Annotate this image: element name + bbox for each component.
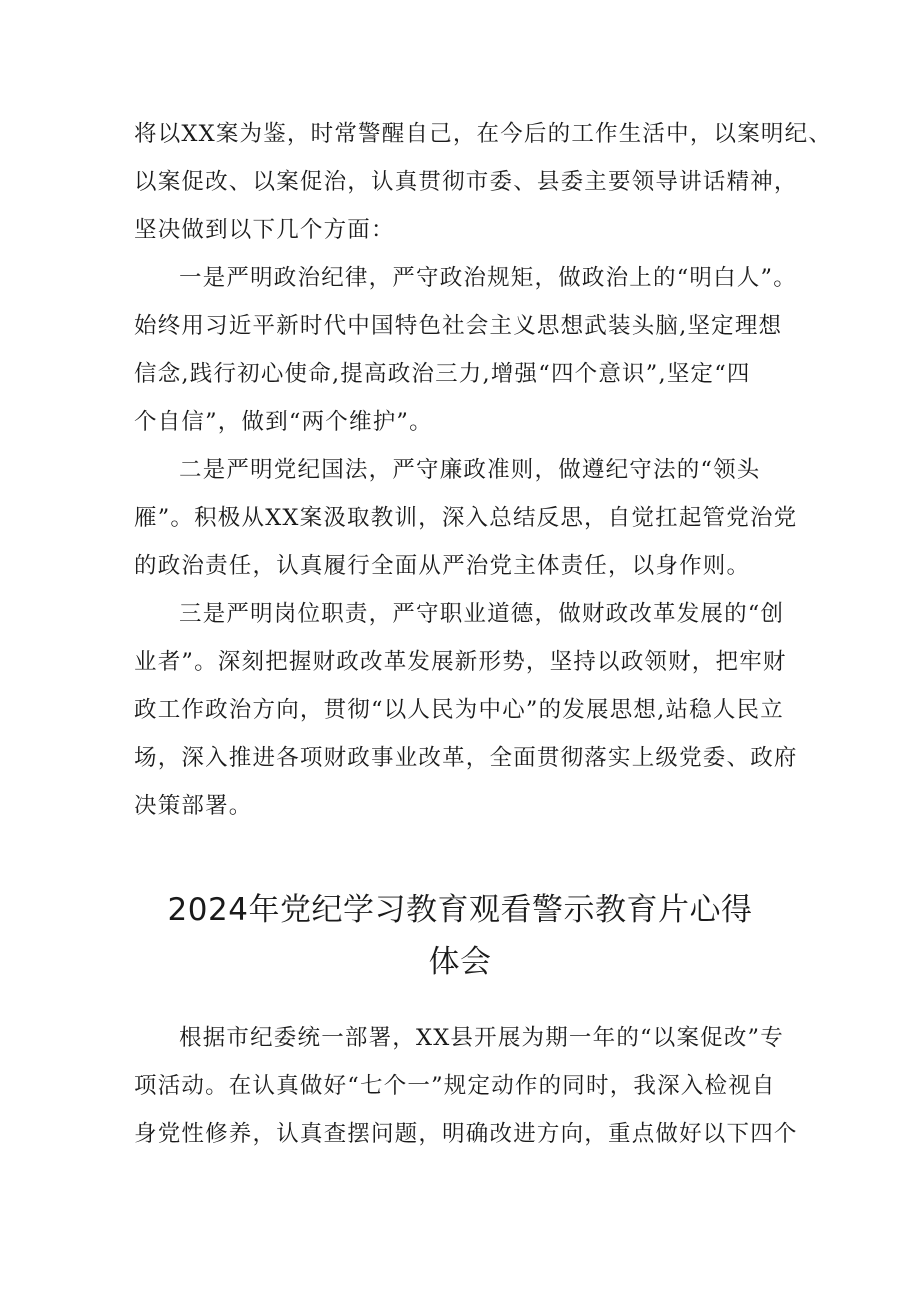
title-line-2: 体会 [428,944,492,980]
paragraph-line: 二是严明党纪国法，严守廉政准则，做遵纪守法的“领头 [179,457,761,483]
document-title [0,884,920,988]
paragraph-line: 决策部署。 [134,793,253,819]
paragraph-line: 坚决做到以下几个方面： [134,217,395,243]
paragraph-line: 始终用习近平新时代中国特色社会主义思想武装头脑,坚定理想 [134,313,783,339]
paragraph-line: 以案促改、以案促治，认真贯彻市委、县委主要领导讲话精神， [134,169,798,195]
paragraph-line: 根据市纪委统一部署，XX县开展为期一年的“以案促改”专 [179,1025,784,1051]
paragraph-line: 信念,践行初心使命,提高政治三力,增强“四个意识”,坚定“四 [134,361,751,387]
paragraph-line: 一是严明政治纪律，严守政治规矩，做政治上的“明白人”。 [179,265,797,291]
paragraph-line: 业者”。深刻把握财政改革发展新形势，坚持以政领财，把牢财 [134,649,787,675]
paragraph-line: 身党性修养，认真查摆问题，明确改进方向，重点做好以下四个 [134,1121,798,1147]
paragraph-line: 三是严明岗位职责，严守职业道德，做财政改革发展的“创 [179,601,785,627]
title-line-1: 2024年党纪学习教育观看警示教育片心得 [167,892,753,928]
paragraph-line: 雁”。积极从XX案汲取教训，深入总结反思，自觉扛起管党治党 [134,505,798,531]
paragraph-line: 政工作政治方向，贯彻“以人民为中心”的发展思想,站稳人民立 [134,697,784,723]
paragraph-line: 项活动。在认真做好“七个一”规定动作的同时，我深入检视自 [134,1073,776,1099]
paragraph-line: 的政治责任，认真履行全面从严治党主体责任，以身作则。 [134,553,751,579]
paragraph-line: 将以XX案为鉴，时常警醒自己，在今后的工作生活中，以案明纪、 [134,121,833,147]
paragraph-line: 个自信”，做到“两个维护”。 [134,409,433,435]
paragraph-line: 场，深入推进各项财政事业改革，全面贯彻落实上级党委、政府 [134,745,798,771]
body-section-1 [134,110,833,830]
body-section-2 [134,1014,804,1158]
